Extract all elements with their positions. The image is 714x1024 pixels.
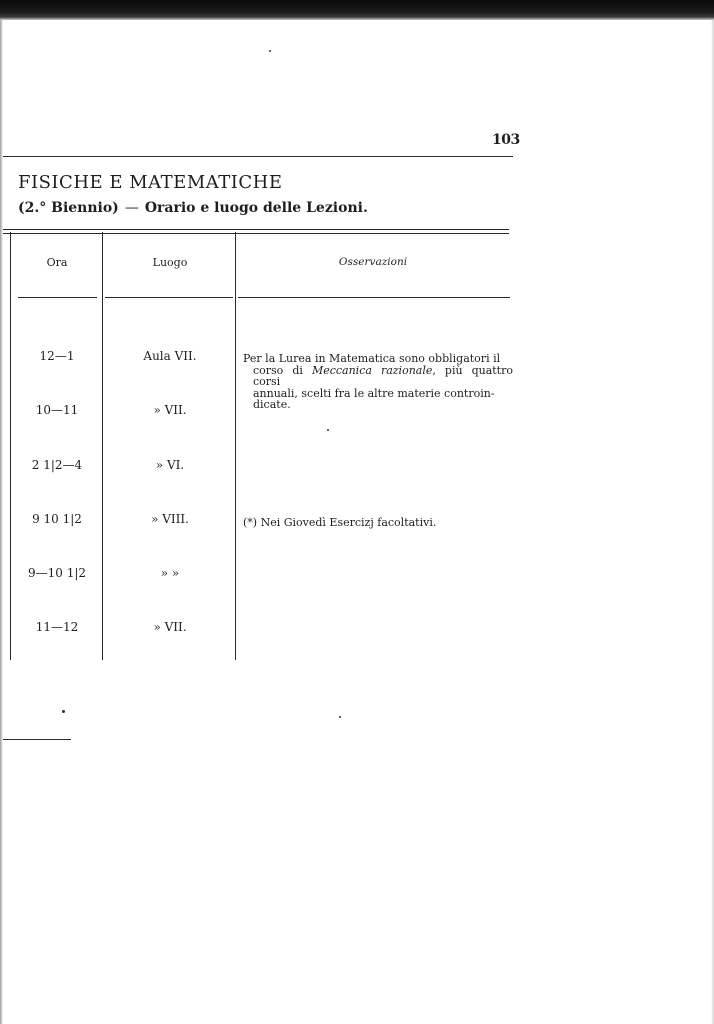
- table-row-ora: 9—10 1|2: [27, 566, 87, 580]
- subtitle-orario: Orario e luogo delle Lezioni.: [144, 200, 368, 216]
- column-header-luogo: Luogo: [152, 256, 188, 269]
- table-row-luogo: » VI.: [155, 458, 185, 472]
- ink-speck: [269, 50, 271, 52]
- header-rule-luogo: [105, 297, 233, 298]
- ink-speck: [339, 716, 341, 718]
- note-laurea-line: Per la Lurea in Matematica sono obbligatori il: [243, 352, 501, 365]
- note-laurea-line: dicate.: [253, 398, 291, 411]
- column-header-osservazioni: Osservazioni: [338, 256, 408, 268]
- table-row-ora: 12—1: [39, 349, 75, 363]
- page-number: 103: [492, 132, 520, 148]
- table-divider-ora-luogo: [102, 232, 103, 660]
- subtitle-dash: —: [124, 200, 139, 216]
- table-row-luogo: » VIII.: [151, 512, 189, 526]
- table-left-border: [10, 232, 11, 660]
- table-row-ora: 2 1|2—4: [31, 458, 83, 472]
- page-title: FISICHE E MATEMATICHE: [18, 172, 283, 193]
- note-laurea-text: , più quattro corsi: [253, 363, 513, 388]
- column-header-ora: Ora: [46, 256, 68, 269]
- header-rule-ora: [18, 297, 97, 298]
- table-row-luogo: Aula VII.: [143, 349, 197, 363]
- table-row-luogo: » »: [160, 566, 180, 580]
- subtitle-biennio: (2.° Biennio): [18, 200, 119, 216]
- note-laurea-course: Meccanica razionale: [311, 363, 433, 377]
- scan-left-edge: [0, 20, 3, 1024]
- header-rule: [3, 156, 513, 157]
- page-subtitle: [18, 200, 368, 216]
- table-divider-luogo-osservazioni: [235, 232, 236, 660]
- table-row-luogo: » VII.: [153, 620, 187, 634]
- header-rule-osservazioni: [238, 297, 510, 298]
- ink-speck: [62, 710, 65, 713]
- note-laurea: [243, 353, 513, 411]
- note-giovedi: (*) Nei Giovedì Esercizj facoltativi.: [243, 516, 437, 529]
- table-row-ora: 9 10 1|2: [32, 512, 82, 526]
- footer-rule: [3, 739, 71, 740]
- table-row-luogo: » VII.: [153, 403, 187, 417]
- table-row-ora: 10—11: [35, 403, 79, 417]
- table-row-ora: 11—12: [35, 620, 79, 634]
- ink-speck: [327, 429, 329, 431]
- note-laurea-line: [243, 365, 513, 388]
- table-top-rule: [3, 229, 509, 234]
- note-laurea-text: corso di: [253, 363, 312, 377]
- note-laurea-line: annuali, scelti fra le altre materie controin-: [253, 386, 495, 400]
- scan-top-edge: [0, 0, 714, 20]
